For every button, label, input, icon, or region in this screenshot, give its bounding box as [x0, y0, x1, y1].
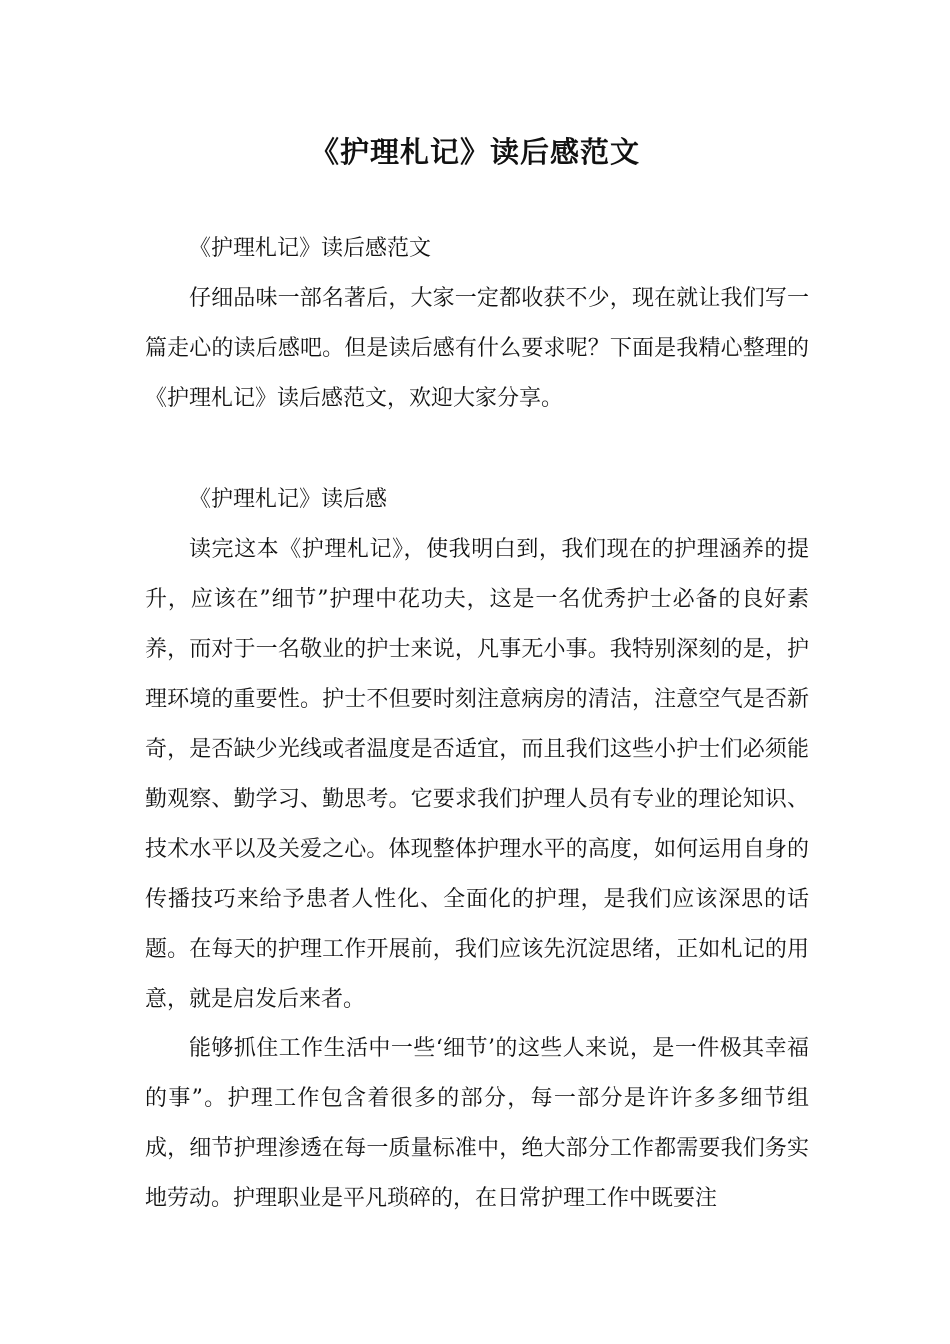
section-subtitle: 《护理札记》读后感: [189, 487, 388, 512]
body-paragraph: 读完这本《护理札记》，使我明白到，我们现在的护理涵养的提升，应该在”细节”护理中花功夫，这是一名优秀护士必备的良好素养，而对于一名敬业的护士来说，凡事无小事。我特别深刻的是，护理环境的重要性。护士不但要时刻注意病房的清洁，注意空气是否新奇，是否缺少光线或者温度是否适宜，而且我们这些小护士们必须能勤观察、勤学习、勤思考。它要求我们护理人员有专业的理论知识、技术水平以及关爱之心。体现整体护理水平的高度，如何运用自身的传播技巧来给予患者人性化、全面化的护理，是我们应该深思的话题。在每天的护理工作开展前，我们应该先沉淀思绪，正如札记的用意，就是启发后来者。: [145, 537, 809, 1012]
section-subtitle: 《护理札记》读后感范文: [189, 236, 432, 261]
body-paragraph: 能够抓住工作生活中一些‘细节’的这些人来说，是一件极其幸福的事”。护理工作包含着很多的部分，每一部分是许许多多细节组成，细节护理渗透在每一质量标准中，绝大部分工作都需要我们务实地劳动。护理职业是平凡琐碎的，在日常护理工作中既要注: [145, 1036, 809, 1211]
document-title: 《护理札记》读后感范文: [309, 135, 640, 169]
intro-paragraph: 仔细品味一部名著后，大家一定都收获不少，现在就让我们写一篇走心的读后感吧。但是读后感有什么要求呢？下面是我精心整理的《护理札记》读后感范文，欢迎大家分享。: [145, 286, 809, 411]
